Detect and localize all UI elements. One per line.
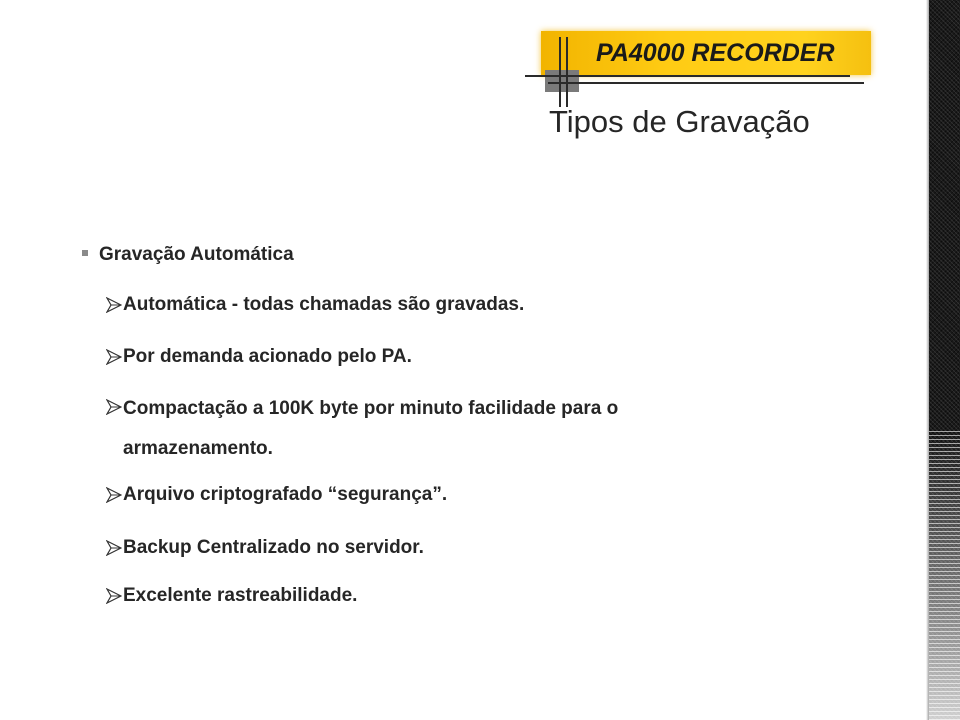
list-item-text: Backup Centralizado no servidor. [123,537,424,558]
list-item [106,287,746,323]
list-item [106,477,746,513]
slide-title: Tipos de Gravação [549,104,810,139]
section-heading: Gravação Automática [99,244,294,265]
arrow-bullet-icon [106,578,123,614]
arrow-bullet-icon [106,287,123,323]
arrow-bullet-icon [106,339,123,375]
list-item-text: Excelente rastreabilidade. [123,585,358,606]
list-item-text: Por demanda acionado pelo PA. [123,346,412,367]
list-item [106,578,746,614]
arrow-bullet-icon [106,477,123,513]
list-item [106,389,746,469]
decorative-side-strip-fade [929,430,960,720]
list-item [106,339,746,375]
heading-bullet-row [82,240,294,270]
list-item-text: Arquivo criptografado “segurança”. [123,484,448,505]
arrow-bullet-icon [106,389,123,425]
list-item [106,530,746,566]
list-item-text: Automática - todas chamadas são gravadas. [123,294,525,315]
banner-title: PA4000 RECORDER [596,39,835,67]
list-item-text: Compactação a 100K byte por minuto facilidade para o armazenamento. [123,398,619,459]
square-bullet-icon [82,250,88,256]
arrow-bullet-icon [106,530,123,566]
